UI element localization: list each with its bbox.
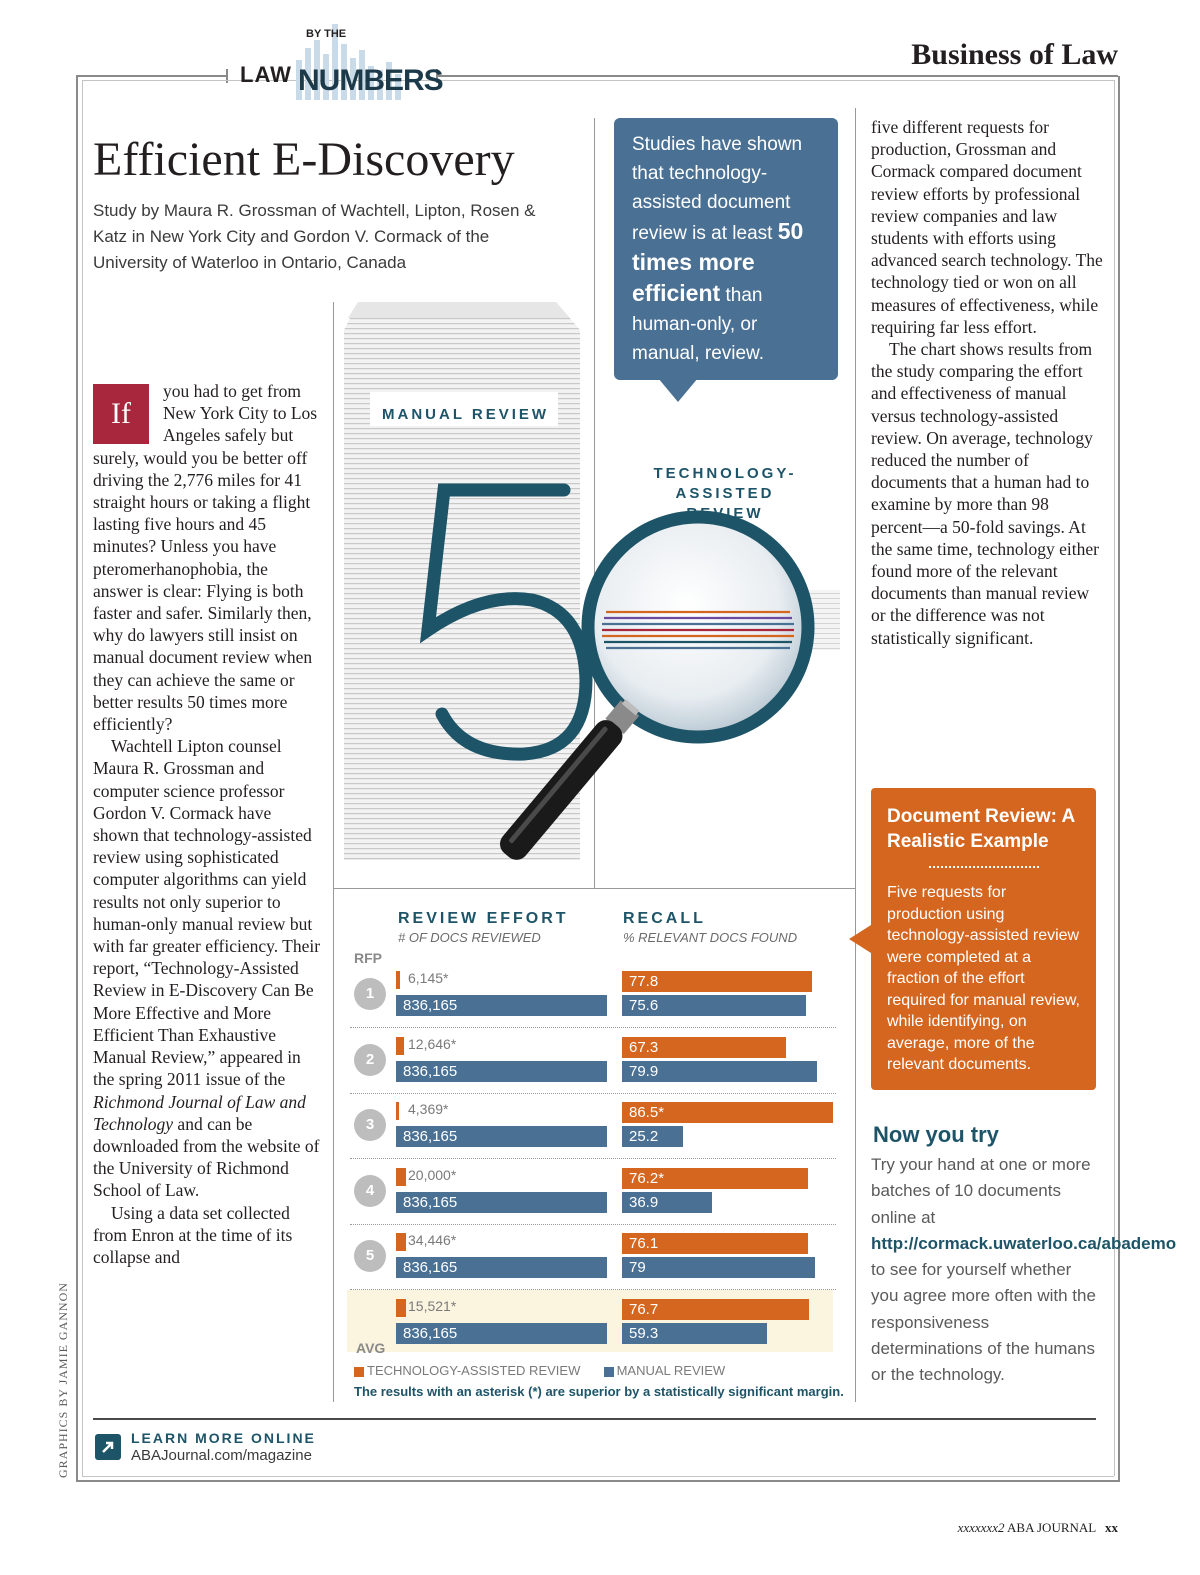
chart-footnote: The results with an asterisk (*) are superior by a statistically significant margin.: [354, 1384, 844, 1399]
effort-bar-manual: 836,165: [396, 1126, 607, 1147]
effort-value-technology: 20,000*: [408, 1166, 457, 1183]
effort-bar-technology: [396, 1102, 399, 1120]
effort-bar-manual: 836,165: [396, 1061, 607, 1082]
column-divider: [855, 108, 856, 1402]
paragraph: Wachtell Lipton counsel Maura R. Grossman and computer science professor Gordon V. Cormack have shown that technology-assisted review using sophisticated computer algorithms can yield results not only superior to human-only manual review but with far greater efficiency. Their report, “Technology-Assisted Review in E-Discovery Can Be More Effective and More Efficient Than Exhaustive Manual Review,” appeared in the spring 2011 issue of the Richmond Journal of Law and Technology and can be downloaded from the website of the University of Richmond School of Law.: [93, 736, 321, 1201]
legend-label-manual: MANUAL REVIEW: [616, 1363, 726, 1378]
page-footer: [958, 1520, 1118, 1536]
legend-swatch-technology: [354, 1367, 364, 1377]
row-separator: [350, 1224, 836, 1225]
learn-more-title: LEARN MORE ONLINE: [131, 1430, 316, 1446]
recall-bar-technology: 76.2*: [622, 1168, 808, 1189]
row-separator: [350, 1158, 836, 1159]
recall-bar-manual: 36.9: [622, 1192, 712, 1213]
effort-value-technology: 34,446*: [408, 1232, 457, 1248]
legend-swatch-manual: [604, 1367, 614, 1377]
label-manual-review: MANUAL REVIEW: [382, 406, 550, 423]
demo-link[interactable]: http://cormack.uwaterloo.ca/abademo: [871, 1233, 1177, 1253]
effort-bar-manual: 836,165: [396, 1323, 607, 1344]
realistic-example-title: Document Review: A Realistic Example: [887, 806, 1075, 852]
realistic-example-box: [871, 788, 1096, 1090]
recall-bar-manual: 25.2: [622, 1126, 683, 1147]
page-number: xx: [1105, 1520, 1118, 1535]
recall-bar-technology: 67.3: [622, 1037, 786, 1058]
chart-header-effort: REVIEW EFFORT: [398, 910, 569, 927]
external-link-icon[interactable]: [95, 1434, 121, 1460]
effort-bar-technology: [396, 1233, 406, 1251]
row-number-badge: 5: [354, 1240, 386, 1272]
callout-tail: [658, 378, 698, 402]
frame-top-right: [438, 75, 1118, 77]
effort-bar-technology: [396, 1037, 404, 1055]
recall-bar-manual: 75.6: [622, 995, 806, 1016]
frame-left: [76, 76, 78, 1481]
chart-legend: [354, 1363, 725, 1378]
logo-numbers: NUMBERS: [298, 64, 443, 97]
now-you-try-text: Try your hand at one or more batches of 10 documents online at: [871, 1155, 1091, 1227]
fifty-magnifier-illustration: [334, 300, 854, 890]
recall-bar-manual: 79.9: [622, 1061, 817, 1082]
paragraph: you had to get from New York City to Los Angeles safely but surely, would you be better off driving the 2,776 miles for 41 straight hours or taking a flight lasting five hours and 45 minutes? Unless you have pteromerhanophobia, the answer is clear: Flying is both faster and safer. Similarly then, why do lawyers still insist on manual document review when they can achieve the same or better results 50 times more efficiently?: [93, 381, 318, 735]
graphics-credit: GRAPHICS BY JAMIE GANNON: [56, 1282, 70, 1478]
effort-bar-technology: [396, 971, 400, 989]
now-you-try-title: Now you try: [873, 1122, 999, 1147]
callout-box: [614, 118, 838, 380]
effort-value-technology: 15,521*: [408, 1297, 457, 1314]
row-number-badge: 3: [354, 1109, 386, 1141]
callout-text: than human-only, or manual, review.: [632, 285, 765, 364]
frame-inner: [1114, 80, 1115, 1476]
section-title: Business of Law: [911, 38, 1118, 71]
effort-bar-technology: [396, 1299, 406, 1317]
callout-text: Studies have shown that technology-assisted document review is at least: [632, 134, 803, 244]
now-you-try-body: [871, 1152, 1177, 1389]
drop-cap: If: [93, 384, 149, 444]
sidebar-box-tail: [849, 925, 871, 953]
row-separator: [350, 1027, 836, 1028]
effort-value-technology: 4,369*: [408, 1101, 449, 1117]
effort-value-technology: 12,646*: [408, 1035, 457, 1052]
label-technology-assisted-review: TECHNOLOGY-ASSISTED REVIEW: [653, 465, 797, 522]
article-title: Efficient E-Discovery: [93, 133, 515, 186]
recall-bar-technology: 86.5*: [622, 1102, 833, 1123]
dotted-divider: [929, 866, 1039, 868]
row-number-badge: 2: [354, 1044, 386, 1076]
frame-right: [1118, 76, 1120, 1481]
paragraph: The chart shows results from the study comparing the effort and effectiveness of manual versus technology-assisted review. On average, technology reduced the number of documents that a human had to examine by more than 98 percent—a 50-fold savings. At the same time, technology either found more of the relevant documents than manual review or the difference was not statistically significant.: [871, 339, 1099, 648]
recall-bar-technology: 76.7: [622, 1299, 809, 1320]
chart-header-recall: RECALL: [623, 910, 706, 927]
row-label-avg: AVG: [356, 1339, 386, 1356]
realistic-example-body: Five requests for production using technology-assisted review were completed at a fraction of the effort required for manual review, while identifying, on average, more of the relevant documents.: [887, 884, 1080, 1073]
legend-label-technology: TECHNOLOGY-ASSISTED REVIEW: [367, 1363, 581, 1378]
article-subtitle: Study by Maura R. Grossman of Wachtell, Lipton, Rosen & Katz in New York City and Gordon V. Cormack of the University of Waterloo in Ontario, Canada: [93, 201, 536, 272]
row-separator: [350, 1289, 836, 1290]
row-number-badge: 4: [354, 1175, 386, 1207]
recall-bar-technology: 77.8: [622, 971, 812, 992]
now-you-try-text: to see for yourself whether you agree more often with the responsiveness determinations of the humans or the technology.: [871, 1260, 1096, 1385]
paragraph: five different requests for production, Grossman and Cormack compared document review efforts by professional review companies and law students with efforts using advanced search technology. The technology tied or won on all measures of effectiveness, while requiring far less effort.: [871, 117, 1103, 337]
paragraph: Using a data set collected from Enron at the time of its collapse and: [93, 1202, 293, 1267]
effort-bar-manual: 836,165: [396, 995, 607, 1016]
journal-name-footer: ABA JOURNAL: [1007, 1520, 1096, 1535]
row-separator: [350, 1093, 836, 1094]
article-column-1: [93, 380, 321, 1268]
learn-more-link[interactable]: ABAJournal.com/magazine: [131, 1447, 312, 1464]
article-column-3: [871, 116, 1103, 649]
recall-bar-manual: 79: [622, 1257, 815, 1278]
chart-subheader-recall: % RELEVANT DOCS FOUND: [623, 930, 798, 945]
effort-bar-manual: 836,165: [396, 1257, 607, 1278]
chart-row-header: RFP: [354, 950, 382, 966]
logo-law: LAW: [240, 62, 292, 87]
issue-code: xxxxxxx2: [957, 1520, 1005, 1535]
frame-inner: [82, 1476, 1114, 1477]
callout-highlight: 50 times more efficient: [632, 218, 804, 306]
footer-rule: [93, 1418, 1096, 1420]
frame-inner: [82, 80, 83, 1476]
frame-top-left: [76, 75, 226, 77]
frame-bottom: [76, 1480, 1120, 1482]
chart-subheader-effort: # OF DOCS REVIEWED: [398, 930, 541, 945]
effort-value-technology: 6,145*: [408, 970, 449, 986]
logo-by-the: BY THE: [306, 28, 347, 40]
recall-bar-technology: 76.1: [622, 1233, 808, 1254]
effort-bar-technology: [396, 1168, 406, 1186]
effort-bar-manual: 836,165: [396, 1192, 607, 1213]
recall-bar-manual: 59.3: [622, 1323, 767, 1344]
row-number-badge: 1: [354, 978, 386, 1010]
journal-name: Richmond Journal of Law and Technology: [93, 1091, 306, 1134]
